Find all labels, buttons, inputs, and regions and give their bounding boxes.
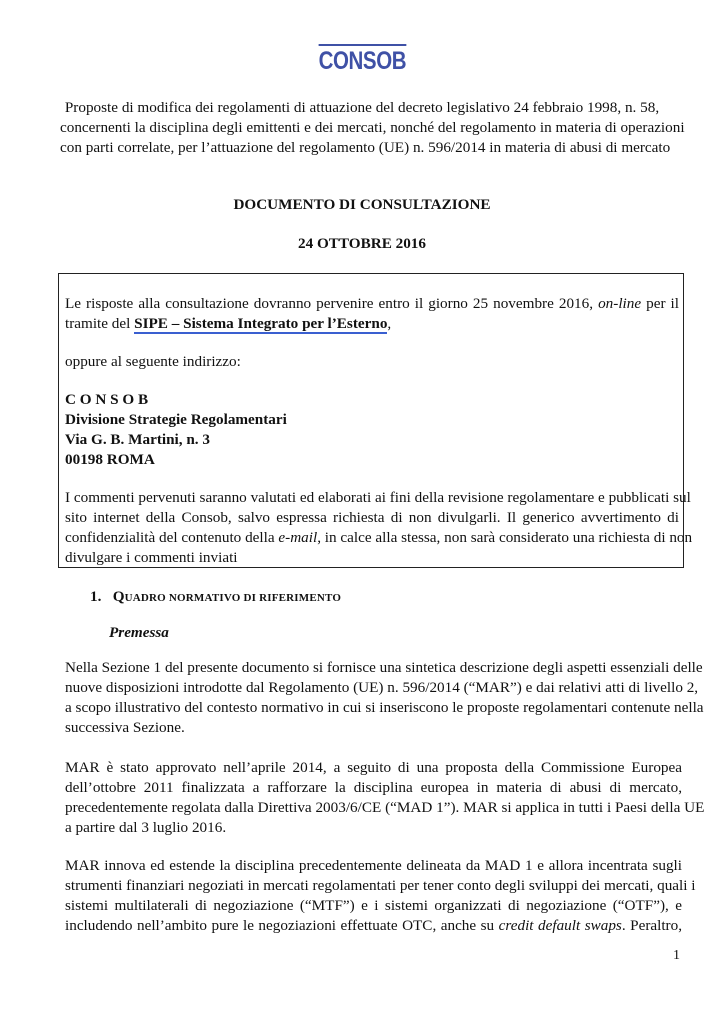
consob-logo [0,44,724,76]
paragraph-line: successiva Sezione. [65,719,185,736]
consob-logo-text: CONSOB [318,44,406,76]
document-heading: DOCUMENTO DI CONSULTAZIONE [233,196,491,213]
paragraph-line: Nella Sezione 1 del presente documento si fornisce una sintetica descrizione degli aspetti essenziali delle [65,659,703,676]
paragraph-line: strumenti finanziari negoziati in mercati regolamentati per tener conto degli sviluppi dei mercati, quali i [65,877,696,894]
address-line: Via G. B. Martini, n. 3 [65,431,210,448]
paragraph-line: includendo nell’ambito pure le negoziazioni effettuate OTC, anche su credit default swaps. Peraltro, [65,917,683,934]
paragraph-line: MAR è stato approvato nell’aprile 2014, a seguito di una proposta della Commissione Europea [65,759,682,776]
paragraph-line: nuove disposizioni introdotte dal Regolamento (UE) n. 596/2014 (“MAR”) e dai relativi atti di livello 2, [65,679,699,696]
section-title-rest: UADRO NORMATIVO DI RIFERIMENTO [124,592,342,604]
instructions-line: tramite del SIPE – Sistema Integrato per l’Esterno, [65,315,392,332]
e-mail-italic: e-mail [278,529,318,546]
consultation-info-box [58,273,693,568]
paragraph-2 [65,758,705,838]
address-line: 00198 ROMA [65,451,155,468]
sipe-link[interactable]: SIPE – Sistema Integrato per l’Esterno [134,315,388,332]
page-number: 1 [673,948,680,963]
paragraph-line: a scopo illustrativo del contesto normativo in cui si inseriscono le proposte regolamentari contenute nella [65,699,704,716]
document-date: 24 OTTOBRE 2016 [298,235,426,252]
instructions-line: Le risposte alla consultazione dovranno pervenire entro il giorno 25 novembre 2016, on-line per il [65,295,679,312]
section-first-letter: Q [112,588,125,605]
comments-notice [65,488,693,568]
section-number: 1. [90,588,102,605]
paragraph-line: dell’ottobre 2011 finalizzata a rafforzare la disciplina europea in materia di abusi di mercato, [65,779,682,796]
notice-line: sito internet della Consob, salvo espressa richiesta di non divulgarli. Il generico avvertimento di [65,509,679,526]
section-heading [90,588,341,606]
notice-line: confidenzialità del contenuto della e-mail, in calce alla stessa, non sarà considerato una richiesta di non [65,529,693,546]
paragraph-1 [65,658,704,738]
on-line-italic: on-line [598,295,642,312]
subheading-premessa: Premessa [109,624,169,641]
address-line: C O N S O B [65,391,149,408]
submission-instructions [65,294,679,334]
paragraph-line: precedentemente regolata dalla Direttiva 2003/6/CE (“MAD 1”). MAR si applica in tutti i Paesi della UE [65,799,705,816]
address-line: Divisione Strategie Regolamentari [65,411,287,428]
paragraph-line: a partire dal 3 luglio 2016. [65,819,227,836]
title-line: Proposte di modifica dei regolamenti di attuazione del decreto legislativo 24 febbraio 1998, n. 58, [64,99,660,116]
title-line: con parti correlate, per l’attuazione del regolamento (UE) n. 596/2014 in materia di abusi di mercato [60,139,671,156]
paragraph-line: sistemi multilaterali di negoziazione (“MTF”) e i sistemi organizzati di negoziazione (“OTF”), e [65,897,682,914]
paragraph-3 [65,856,696,936]
credit-default-swaps-italic: credit default swaps [498,917,622,934]
title-line: concernenti la disciplina degli emittenti e dei mercati, nonché del regolamento in materia di operazioni [60,119,685,136]
notice-line: divulgare i commenti inviati [65,549,238,566]
paragraph-line: MAR innova ed estende la disciplina precedentemente delineata da MAD 1 e allora incentrata sugli [65,857,682,874]
document-title [60,98,685,158]
alternative-address-label: oppure al seguente indirizzo: [65,353,241,370]
notice-line: I commenti pervenuti saranno valutati ed elaborati ai fini della revisione regolamentare e pubblicati sul [65,489,691,506]
postal-address [65,390,679,470]
